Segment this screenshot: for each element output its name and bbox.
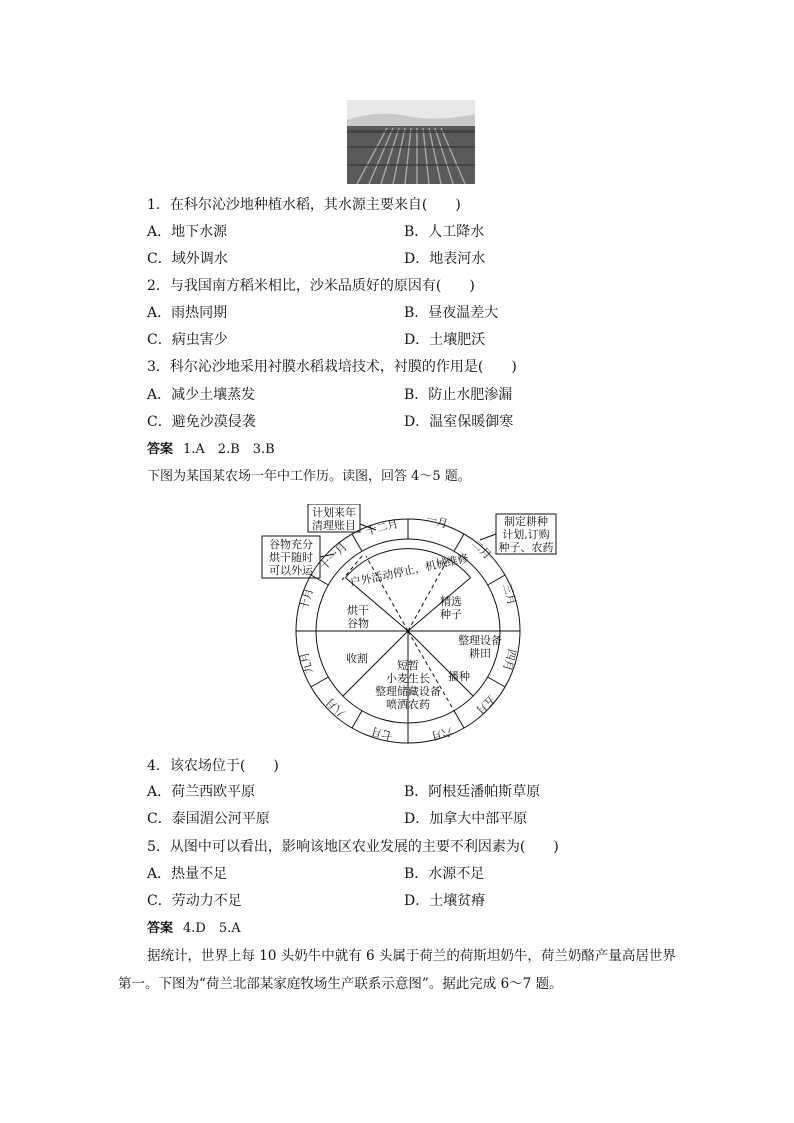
month-may: 五月 — [473, 692, 498, 717]
month-november: 十一月 — [317, 540, 350, 573]
callout-plan-1: 计划来年 — [312, 506, 356, 519]
question-1-option-d: D．地表河水 — [404, 251, 486, 267]
question-3-option-b: B．防止水肥渗漏 — [404, 387, 513, 403]
sector-summer-2: 小麦生长 — [386, 672, 430, 685]
month-june: 六月 — [429, 724, 455, 743]
callout-grain-2: 烘干随时 — [269, 551, 313, 564]
sector-seed-1: 精选 — [440, 595, 462, 608]
month-october: 十月 — [297, 586, 316, 612]
answer-text: 1.A 2.B 3.B — [183, 442, 275, 457]
intro-questions-4-5: 下图为某国某农场一年中工作历。读图，回答 4～5 题。 — [147, 469, 471, 484]
month-august: 八月 — [323, 695, 348, 720]
month-january: 一月 — [424, 512, 450, 531]
question-1-option-b: B．人工降水 — [404, 224, 485, 240]
sector-summer-1: 短暂 — [397, 659, 419, 672]
sector-summer-4: 喷洒农药 — [386, 698, 430, 711]
month-april: 四月 — [500, 647, 519, 673]
sector-seed-2: 种子 — [440, 608, 462, 621]
question-3-stem: 3．科尔沁沙地采用衬膜水稻栽培技术，衬膜的作用是( ) — [147, 359, 517, 375]
sector-dry-1: 烘干 — [347, 604, 369, 617]
answer-row-1 — [147, 440, 275, 459]
question-4-option-c: C．泰国湄公河平原 — [147, 811, 270, 827]
answer-tag: 答案 — [147, 442, 174, 457]
callout-farming-2: 计划,订购 — [502, 528, 550, 541]
question-1-option-a: A．地下水源 — [147, 224, 228, 240]
arc-label-outdoor: 户外活动停止，机械维修 — [348, 551, 470, 590]
question-1-stem: 1．在科尔沁沙地种植水稻，其水源主要来自( ) — [147, 197, 461, 213]
sector-sow: 播种 — [448, 670, 470, 683]
question-3-option-c: C．避免沙漠侵袭 — [147, 414, 256, 430]
question-5-option-c: C．劳动力不足 — [147, 893, 242, 909]
sector-prepare-1: 整理设备 — [458, 634, 502, 647]
question-4-option-a: A．荷兰西欧平原 — [147, 784, 256, 800]
callout-farming-1: 制定耕种 — [504, 515, 548, 528]
month-february: 二月 — [469, 537, 494, 562]
month-march: 三月 — [500, 581, 519, 607]
callout-farming-3: 种子、农药 — [498, 541, 554, 554]
question-2-option-d: D．土壤肥沃 — [404, 332, 486, 348]
month-july: 七月 — [369, 724, 395, 743]
paragraph-6-7-line-1: 据统计，世界上每 10 头奶牛中就有 6 头属于荷兰的荷斯坦奶牛，荷兰奶酪产量高居世界 — [147, 948, 676, 964]
question-5-stem: 5．从图中可以看出，影响该地区农业发展的主要不利因素为( ) — [147, 839, 559, 855]
question-5-option-d: D．土壤贫瘠 — [404, 893, 486, 909]
month-december: 十二月 — [364, 517, 400, 539]
question-5-option-a: A．热量不足 — [147, 866, 228, 882]
sector-summer-3: 整理储藏设备 — [375, 685, 441, 698]
callout-grain-3: 可以外运 — [269, 564, 313, 577]
sector-prepare-2: 耕田 — [469, 647, 491, 660]
answer-text: 4.D 5.A — [183, 921, 241, 936]
question-3-option-d: D．温室保暖御寒 — [404, 414, 514, 430]
callout-plan-2: 清理账目 — [312, 519, 356, 532]
farm-calendar-diagram — [258, 504, 558, 754]
question-4-option-d: D．加拿大中部平原 — [404, 811, 528, 827]
question-5-option-b: B．水源不足 — [404, 866, 485, 882]
answer-tag: 答案 — [147, 921, 174, 936]
question-2-option-b: B．昼夜温差大 — [404, 305, 499, 321]
paragraph-6-7-line-2: 第一。下图为“荷兰北部某家庭牧场生产联系示意图”。据此完成 6～7 题。 — [118, 976, 563, 992]
rice-field-photo — [347, 100, 475, 184]
answer-row-2 — [147, 919, 241, 938]
question-2-option-a: A．雨热同期 — [147, 305, 228, 321]
question-1-option-c: C．域外调水 — [147, 251, 228, 267]
question-4-option-b: B．阿根廷潘帕斯草原 — [404, 784, 541, 800]
month-september: 九月 — [297, 650, 316, 676]
question-2-stem: 2．与我国南方稻米相比，沙米品质好的原因有( ) — [147, 278, 475, 294]
question-3-option-a: A．减少土壤蒸发 — [147, 387, 256, 403]
question-2-option-c: C．病虫害少 — [147, 332, 228, 348]
sector-dry-2: 谷物 — [347, 617, 369, 630]
question-4-stem: 4．该农场位于( ) — [147, 758, 279, 774]
sector-harvest: 收割 — [346, 652, 368, 665]
callout-grain-1: 谷物充分 — [269, 538, 313, 551]
